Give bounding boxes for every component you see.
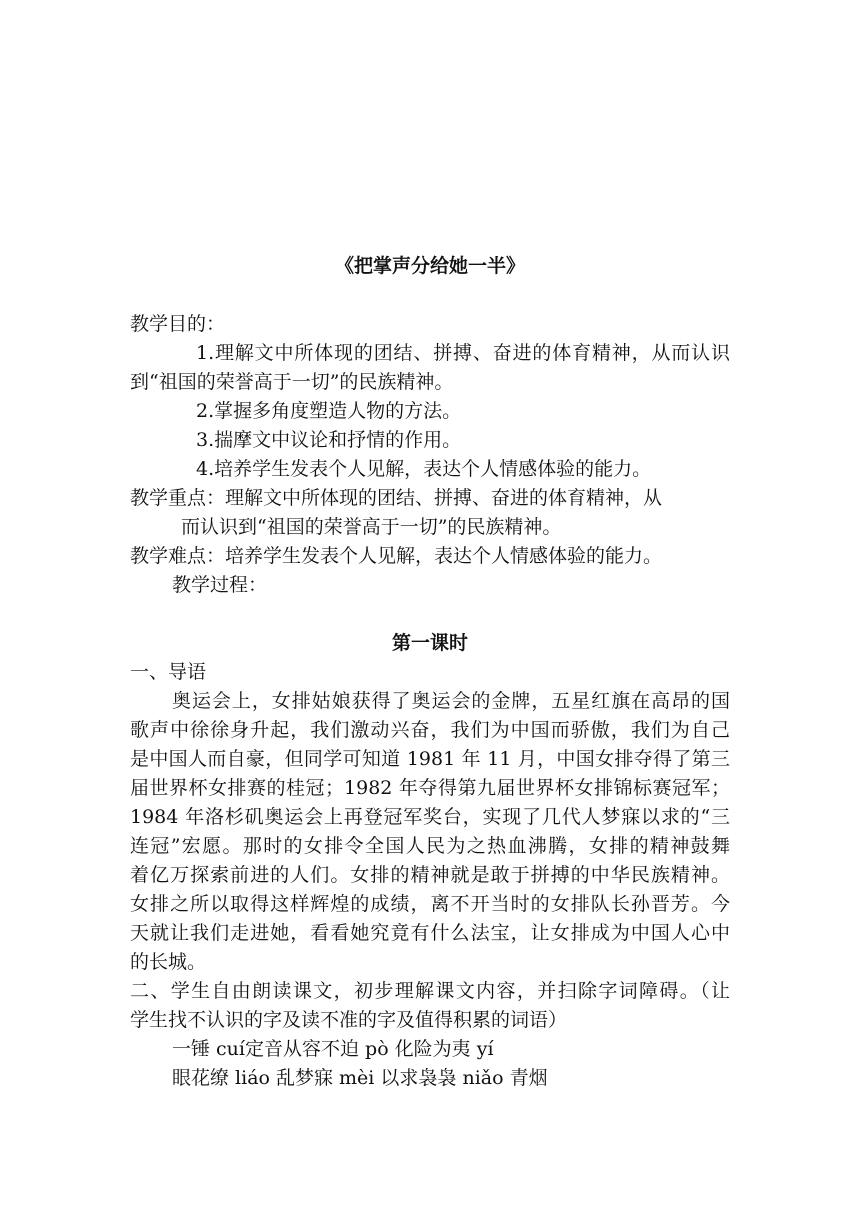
intro-line: 女排之所以取得这样辉煌的成绩，离不开当时的女排队长孙晋芳。今 bbox=[130, 893, 730, 915]
intro-line: 奥运会上，女排姑娘获得了奥运会的金牌，五星红旗在高昂的国 bbox=[172, 690, 730, 712]
section-heading: 二、学生自由朗读课文，初步理解课文内容，并扫除字词障碍。（让 bbox=[130, 980, 730, 1002]
key-point-line: 而认识到“祖国的荣誉高于一切”的民族精神。 bbox=[181, 516, 562, 538]
intro-line: 是中国人而自豪，但同学可知道 1981 年 11 月，中国女排夺得了第三 bbox=[130, 748, 730, 770]
objective-line: 4.培养学生发表个人见解，表达个人情感体验的能力。 bbox=[196, 458, 652, 480]
document-title: 《把掌声分给她一半》 bbox=[334, 255, 525, 277]
difficult-point: 教学难点：培养学生发表个人见解，表达个人情感体验的能力。 bbox=[130, 545, 663, 567]
intro-line: 届世界杯女排赛的桂冠；1982 年夺得第九届世界杯女排锦标赛冠军； bbox=[130, 777, 730, 799]
intro-line: 的长城。 bbox=[130, 951, 207, 973]
intro-line: 天就让我们走进她，看看她究竟有什么法宝，让女排成为中国人心中 bbox=[130, 922, 730, 944]
objective-line: 2.掌握多角度塑造人物的方法。 bbox=[196, 400, 462, 422]
lesson-title: 第一课时 bbox=[391, 632, 468, 654]
intro-line: 1984 年洛杉矶奥运会上再登冠军奖台，实现了几代人梦寐以求的“三 bbox=[130, 806, 730, 828]
process-label: 教学过程： bbox=[172, 574, 268, 596]
vocab-line: 一锤 cuí定音从容不迫 pò 化险为夷 yí bbox=[172, 1038, 494, 1060]
section-line: 学生找不认识的字及读不准的字及值得积累的词语） bbox=[130, 1009, 568, 1031]
section-heading: 一、导语 bbox=[130, 661, 207, 683]
objective-line: 3.揣摩文中议论和抒情的作用。 bbox=[196, 429, 462, 451]
vocab-line: 眼花缭 liáo 乱梦寐 mèi 以求袅袅 niǎo 青烟 bbox=[172, 1067, 548, 1089]
intro-line: 着亿万探索前进的人们。女排的精神就是敢于拼搏的中华民族精神。 bbox=[130, 864, 730, 886]
key-point-line: 教学重点：理解文中所体现的团结、拼搏、奋进的体育精神，从 bbox=[130, 487, 663, 509]
intro-line: 连冠”宏愿。那时的女排令全国人民为之热血沸腾，女排的精神鼓舞 bbox=[130, 835, 730, 857]
intro-line: 歌声中徐徐身升起，我们激动兴奋，我们为中国而骄傲，我们为自己 bbox=[130, 719, 730, 741]
objective-line: 1.理解文中所体现的团结、拼搏、奋进的体育精神，从而认识 bbox=[196, 342, 730, 364]
objectives-label: 教学目的： bbox=[130, 313, 226, 335]
objective-line: 到“祖国的荣誉高于一切”的民族精神。 bbox=[130, 371, 454, 393]
